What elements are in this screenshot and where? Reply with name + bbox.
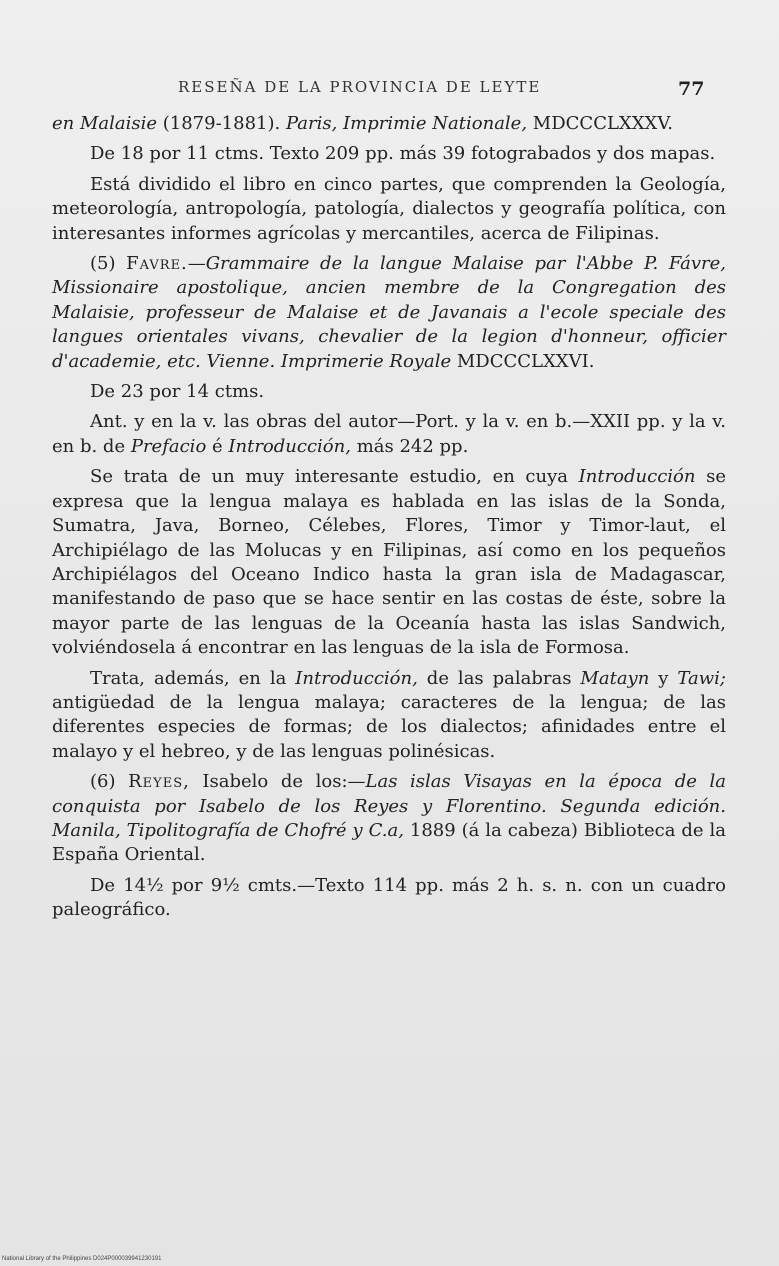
entry-6-number: (6)	[90, 771, 129, 793]
entry-4-dimensions: De 18 por 11 ctms. Texto 209 pp. más 39 fotograbados y dos mapas.	[90, 143, 716, 165]
entry-5-number: (5)	[90, 253, 127, 275]
entry-5-title: Grammaire de la langue Malaise par l'Abbe P. Fávre, Missionaire apostolique, ancien membre de la Congregation des Malaisie, professeur de Malaise et de Javanais a l'ecole speciale des langues orientales vivans, chevalier de la legion d'honneur, officier d'academie, etc. Vienne. Imprimerie Royale	[52, 253, 726, 372]
entry-6-title: —Las islas Visayas en la época de la conquista por Isabelo de los Reyes y Florentino. Segunda edición. Manila, Tipolitografía de Chofré y C.a,	[52, 771, 727, 841]
entry-5-collation: Ant. y en la v. las obras del autor—Port. y la v. en b.—XXII pp. y la v. en b. de Prefacio é Introducción, más 242 pp.	[52, 411, 726, 457]
entry-5-year: MDCCCLXXVI.	[451, 350, 595, 372]
entry-5-author: Favre.	[126, 253, 188, 275]
entry-5-dimensions: De 23 por 14 ctms.	[90, 381, 265, 403]
entry-6-dimensions: De 14½ por 9½ cmts.—Texto 114 pp. más 2 h. s. n. con un cuadro paleográfico.	[52, 874, 726, 921]
entry-4-citation-tail: en Malaisie (1879-1881). Paris, Imprimie Nationale, MDCCCLXXXV.	[52, 113, 673, 134]
entry-6-citation: (6) Reyes, Isabelo de los:—Las islas Visayas en la época de la conquista por Isabelo de los Reyes y Florentino. Segunda edición. Manila, Tipolitografía de Chofré y C.a, 1889 (á la cabeza) Biblioteca de la España Oriental.	[52, 771, 727, 866]
entry-5-description: Se trata de un muy interesante estudio, en cuya Introducción se expresa que la lengua malaya es hablada en las islas de la Sonda, Sumatra, Java, Borneo, Célebes, Flores, Timor y Timor-laut, el Archipiélago de las Molucas y en Filipinas, así como en los pequeños Archipiélagos del Oceano Indico hasta la gran isla de Madagascar, manifestando de paso que se hace sentir en las costas de éste, sobre la mayor parte de las lenguas de la Oceanía hasta las islas Sandwich, volviéndosela á encontrar en las lenguas de la isla de Formosa.	[52, 466, 726, 659]
entry-5-contents: Trata, además, en la Introducción, de las palabras Matayn y Tawi; antigüedad de la lengua malaya; caracteres de la lengua; de las diferentes especies de formas; de los dialectos; afinidades entre el malayo y el hebreo, y de las lenguas polinésicas.	[52, 667, 726, 762]
page-number: 77	[678, 78, 705, 100]
entry-6-imprint: 1889 (á la cabeza) Biblioteca de la España Oriental.	[52, 819, 726, 866]
running-header: RESEÑA DE LA PROVINCIA DE LEYTE	[178, 78, 542, 96]
entry-4-description: Está dividido el libro en cinco partes, que comprenden la Geología, meteorología, antropología, patología, dialectos y geografía política, con interesantes informes agrícolas y mercantiles, acerca de Filipinas.	[52, 173, 726, 244]
entry-5-citation: (5) Favre.—Grammaire de la langue Malaise par l'Abbe P. Fávre, Missionaire apostolique, ancien membre de la Congregation des Malaisie, professeur de Malaise et de Javanais a l'ecole speciale des langues orientales vivans, chevalier de la legion d'honneur, officier d'academie, etc. Vienne. Imprimerie Royale MDCCCLXXVI.	[52, 253, 726, 372]
entry-4-year: MDCCCLXXXV.	[527, 113, 673, 134]
entry-4-title-tail: en Malaisie	[52, 113, 158, 134]
library-stamp: National Library of the Philippines D024P000039941230191	[2, 1256, 162, 1262]
entry-4-imprint: Paris, Imprimie Nationale,	[285, 113, 528, 134]
entry-6-author: Reyes,	[128, 771, 190, 793]
page-body	[52, 112, 726, 923]
